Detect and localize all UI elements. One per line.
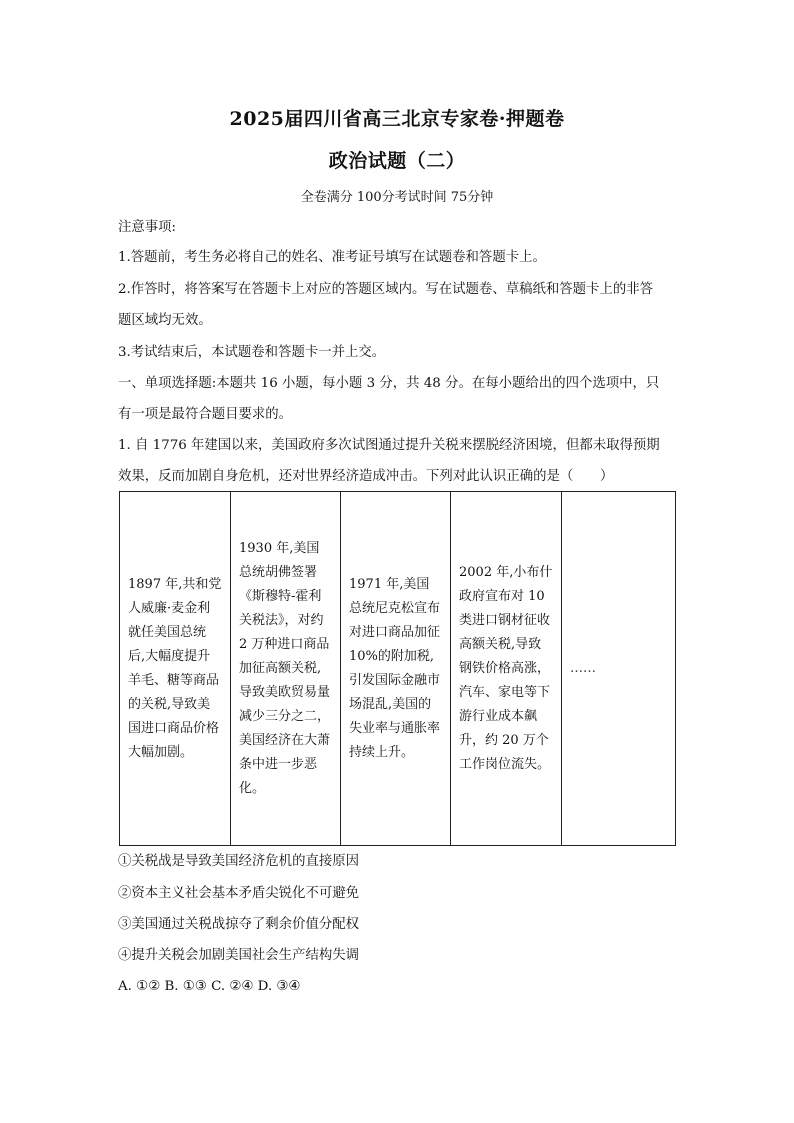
subject-title: 政治试题（二） [328, 150, 466, 172]
question-1-table [119, 491, 676, 846]
note-item-3: 3.考试结束后，本试题卷和答题卡一并上交。 [118, 345, 386, 360]
statement-3: ③美国通过关税战掠夺了剩余价值分配权 [118, 917, 360, 932]
section-heading-cont: 有一项是最符合题目要求的。 [118, 407, 293, 422]
note-item-2: 2.作答时，将答案写在答题卡上对应的答题区域内。写在试题卷、草稿纸和答题卡上的非答 [118, 282, 654, 297]
exam-title: 2025届四川省高三北京专家卷·押题卷 [229, 108, 565, 130]
question-1-stem: 1. 自 1776 年建国以来，美国政府多次试图通过提升关税来摆脱经济困境，但都未取得预期 [118, 438, 660, 453]
table-cell-1930: 1930 年,美国总统胡佛签署《斯穆特-霍利关税法》，对约 2 万种进口商品加征高额关税,导致美欧贸易量减少三分之二，美国经济在大萧条中进一步恶化。 [231, 492, 341, 846]
table-row [120, 492, 676, 846]
note-item-2-cont: 题区域均无效。 [118, 313, 212, 328]
statement-4: ④提升关税会加剧美国社会生产结构失调 [118, 948, 360, 963]
table-cell-1971: 1971 年,美国总统尼克松宣布对进口商品加征 10%的附加税,引发国际金融市场混乱,美国的失业率与通胀率持续上升。 [341, 492, 451, 846]
table-cell-ellipsis: …… [562, 492, 676, 846]
section-heading: 一、单项选择题:本题共 16 小题，每小题 3 分，共 48 分。在每小题给出的四个选项中，只 [118, 376, 660, 391]
statement-1: ①关税战是导致美国经济危机的直接原因 [118, 854, 360, 869]
table-cell-2002: 2002 年,小布什政府宣布对 10 类进口钢材征收高额关税,导致钢铁价格高涨，汽车、家电等下游行业成本飙升，约 20 万个工作岗位流失。 [451, 492, 562, 846]
note-item-1: 1.答题前，考生务必将自己的姓名、准考证号填写在试题卷和答题卡上。 [118, 250, 546, 265]
statement-2: ②资本主义社会基本矛盾尖锐化不可避免 [118, 886, 360, 901]
notes-heading: 注意事项: [118, 220, 177, 235]
exam-info: 全卷满分 100分考试时间 75分钟 [300, 190, 494, 205]
question-1-stem-cont: 效果，反而加剧自身危机，还对世界经济造成冲击。下列对此认识正确的是（ ） [118, 469, 614, 484]
table-cell-1897: 1897 年,共和党人威廉·麦金利就任美国总统后,大幅度提升羊毛、糖等商品的关税,导致美国进口商品价格大幅加剧。 [120, 492, 231, 846]
answer-options: A. ①② B. ①③ C. ②④ D. ③④ [118, 979, 301, 994]
